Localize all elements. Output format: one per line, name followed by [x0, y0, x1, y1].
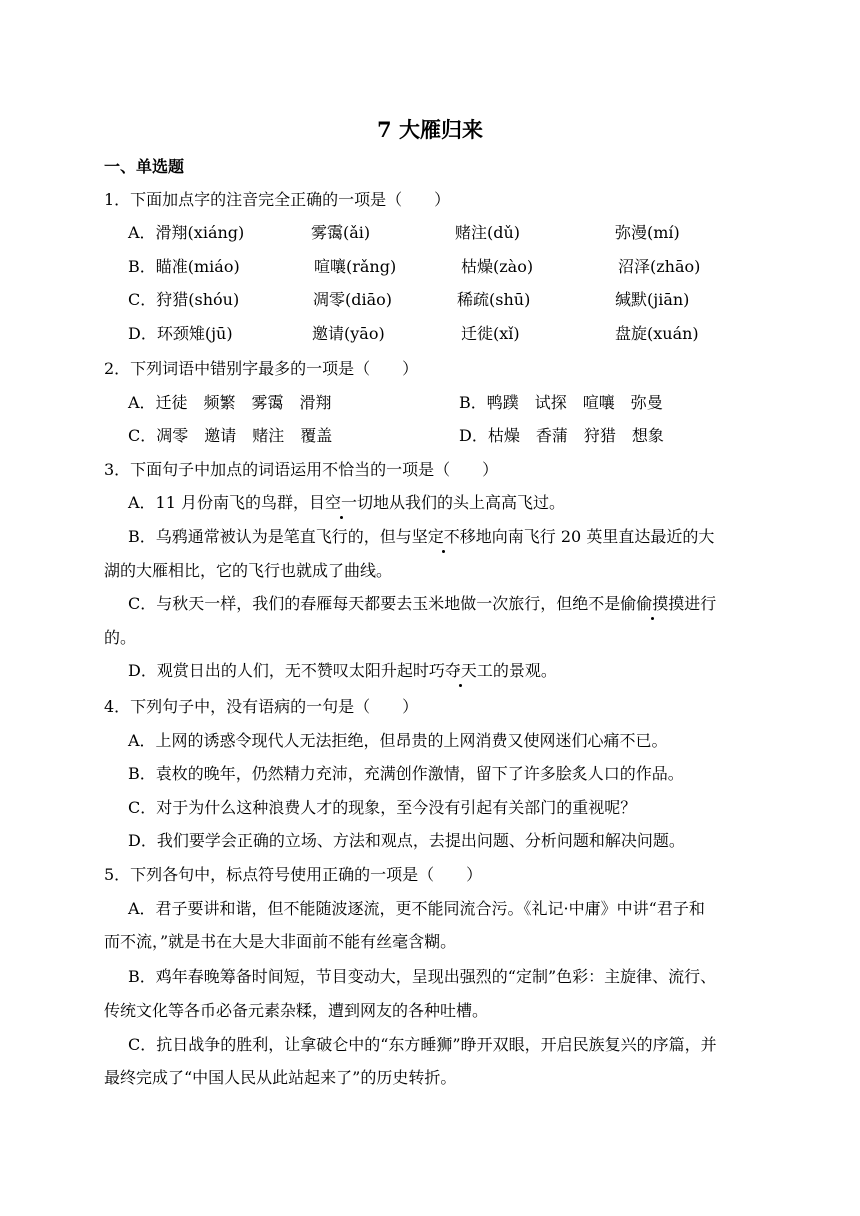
- question-2-option-a: A．迁徒 频繁 雾霭 滑翔: [128, 393, 332, 412]
- question-4-stem: 4．下列句子中，没有语病的一句是（ ）: [104, 697, 419, 716]
- q3-b-text-1: B．乌鸦通常被认为是笔直飞行的，但与: [128, 527, 412, 546]
- q1-b-item-4: 沼泽(zhāo): [618, 257, 701, 276]
- q1-b-item-3: 枯燥(zào): [461, 257, 534, 276]
- q1-d-item-1: D．环颈雉(jū): [128, 324, 233, 343]
- q3-c-text-2: 进行: [684, 594, 717, 613]
- question-5-option-b-line-2: 传统文化等各币必备元素杂糅，遭到网友的各种吐槽。: [104, 1001, 489, 1020]
- q1-d-item-4: 盘旋(xuán): [615, 324, 699, 343]
- q1-d-item-2: 邀请(yāo): [312, 324, 385, 343]
- q3-a-text-1: A．11 月份南飞的鸟群，: [128, 493, 310, 512]
- q1-c-item-4: 缄默(jiān): [615, 290, 690, 309]
- question-4-option-c: C．对于为什么这种浪费人才的现象，至今没有引起有关部门的重视呢？: [128, 798, 637, 817]
- q1-c-item-1: C．狩猎(shóu): [128, 290, 240, 309]
- question-5-option-c-line-1: C．抗日战争的胜利，让拿破仑中的“东方睡狮”睁开双眼，开启民族复兴的序篇，并: [128, 1035, 717, 1054]
- question-1-row-a: [128, 222, 728, 244]
- q3-c-text-1: C．与秋天一样，我们的春雁每天都要去玉米地做一次旅行，但绝不是: [128, 594, 621, 613]
- question-3-option-b-line-1: [128, 526, 714, 548]
- question-5-option-a-line-2: 而不流，”就是书在大是大非面前不能有丝毫含糊。: [104, 932, 457, 951]
- question-3-option-c-line-2: 的。: [104, 628, 137, 647]
- q3-a-dotted-phrase: 目空一切: [309, 493, 374, 512]
- q3-d-dotted-phrase: 巧夺天工: [428, 661, 493, 680]
- question-4-option-d: D．我们要学会正确的立场、方法和观点，去提出问题、分析问题和解决问题。: [128, 831, 685, 850]
- question-1-row-b: [128, 256, 728, 278]
- question-5-option-c-line-2: 最终完成了“中国人民从此站起来了”的历史转折。: [104, 1068, 457, 1087]
- question-2-option-c: C．凋零 邀请 赌注 覆盖: [128, 426, 333, 445]
- question-2-option-b: B．鸭蹼 试探 喧嚷 弥曼: [459, 393, 663, 412]
- q3-b-text-2: 地向南飞行 20 英里直达最近的大: [475, 527, 715, 546]
- question-4-option-b: B．袁枚的晚年，仍然精力充沛，充满创作激情，留下了许多脍炙人口的作品。: [128, 764, 684, 783]
- question-5-stem: 5．下列各句中，标点符号使用正确的一项是（ ）: [104, 865, 483, 884]
- q3-b-dotted-phrase: 坚定不移: [411, 527, 476, 546]
- question-5-option-b-line-1: B．鸡年春晚筹备时间短，节目变动大，呈现出强烈的“定制”色彩：主旋律、流行、: [128, 967, 717, 986]
- q3-d-text-2: 的景观。: [492, 661, 557, 680]
- q1-a-item-2: 雾霭(ǎi): [311, 223, 371, 242]
- question-5-option-a-line-1: A．君子要讲和谐，但不能随波逐流，更不能同流合污。《礼记·中庸》中讲“君子和: [128, 899, 705, 918]
- question-1-stem: 1．下面加点字的注音完全正确的一项是（ ）: [104, 190, 451, 209]
- q3-c-dotted-phrase: 偷偷摸摸: [620, 594, 685, 613]
- section-heading: 一、单选题: [104, 157, 185, 176]
- q1-a-item-1: A．滑翔(xiáng): [128, 223, 245, 242]
- q1-c-item-3: 稀疏(shū): [457, 290, 531, 309]
- question-3-option-b-line-2: 湖的大雁相比，它的飞行也就成了曲线。: [104, 561, 393, 580]
- question-3-option-a: [128, 492, 565, 514]
- question-2-stem: 2．下列词语中错别字最多的一项是（ ）: [104, 359, 419, 378]
- question-4-option-a: A．上网的诱惑令现代人无法拒绝，但昂贵的上网消费又使网迷们心痛不已。: [128, 731, 668, 750]
- q1-c-item-2: 凋零(diāo): [313, 290, 393, 309]
- question-2-option-d: D．枯燥 香蒲 狩猎 想象: [459, 426, 664, 445]
- q1-b-item-1: B．瞄准(miáo): [128, 257, 240, 276]
- q3-d-text-1: D．观赏日出的人们，无不赞叹太阳升起时: [128, 661, 429, 680]
- question-3-option-c-line-1: [128, 593, 716, 615]
- question-3-option-d: [128, 660, 557, 682]
- q1-a-item-3: 赌注(dǔ): [455, 223, 521, 242]
- q1-a-item-4: 弥漫(mí): [615, 223, 680, 242]
- question-1-row-d: [128, 323, 728, 345]
- q3-a-text-2: 地从我们的头上高高飞过。: [373, 493, 566, 512]
- question-1-row-c: [128, 289, 728, 311]
- q1-b-item-2: 喧嚷(rǎng): [314, 257, 397, 276]
- document-title: 7 大雁归来: [377, 117, 483, 142]
- question-3-stem: 3．下面句子中加点的词语运用不恰当的一项是（ ）: [104, 460, 499, 479]
- q1-d-item-3: 迁徙(xǐ): [461, 324, 520, 343]
